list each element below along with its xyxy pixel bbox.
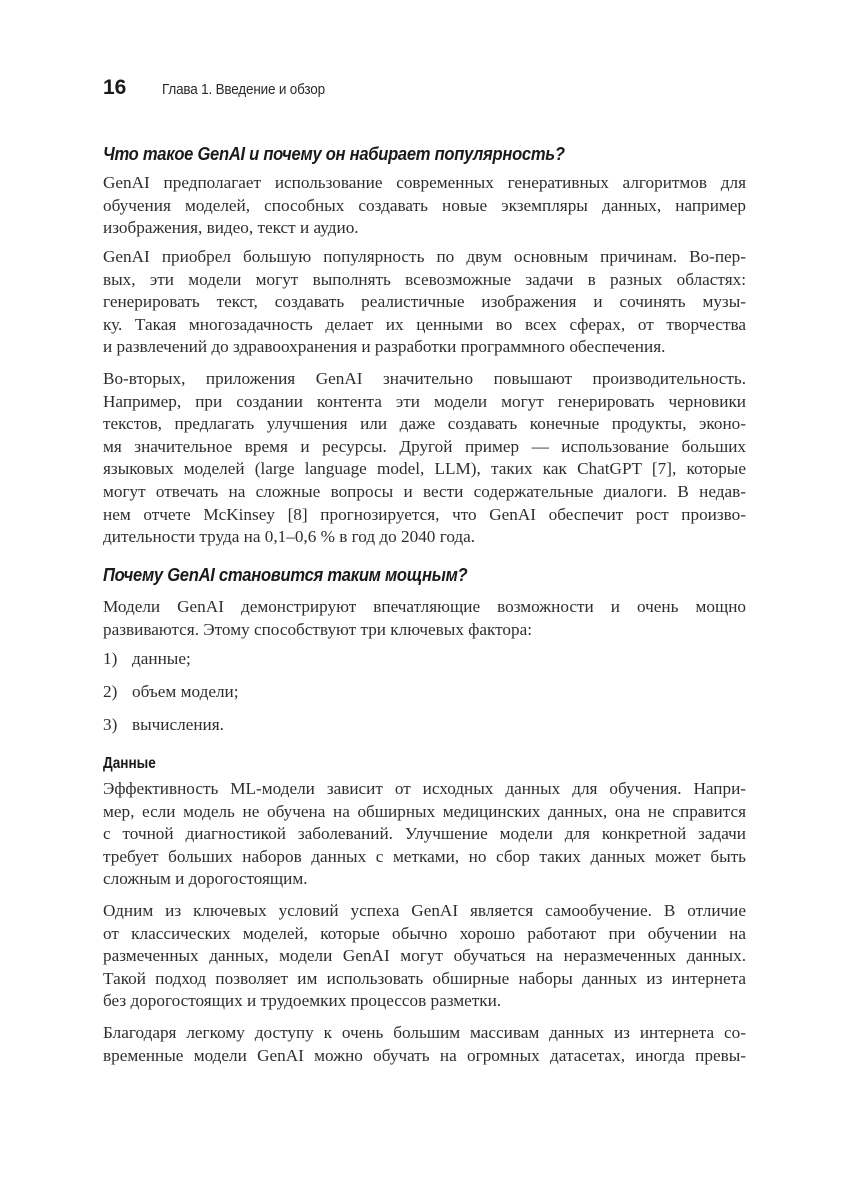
- list-item: [103, 682, 239, 715]
- text-line: сложным и дорогостоящим.: [103, 869, 308, 889]
- section-heading-what-is-genai: Что такое GenAI и почему он набирает популярность?: [103, 144, 565, 164]
- text-line: GenAI предполагает использование современных генеративных алгоритмов для: [103, 173, 746, 192]
- text-line: языковых моделей (large language model, LLM), таких как ChatGPT [7], которые: [103, 459, 746, 479]
- text-line: и развлечений до здравоохранения и разработки программного обеспечения.: [103, 337, 666, 357]
- text-line: текстов, предлагать улучшения или даже создавать конечные продукты, эконо-: [103, 414, 746, 434]
- paragraph: [103, 1022, 746, 1067]
- text-line: временные модели GenAI можно обучать на огромных датасетах, иногда превы-: [103, 1045, 746, 1065]
- key-factors-list: [103, 649, 239, 748]
- text-line: могут отвечать на сложные вопросы и вести содержательные диалоги. В недав-: [103, 481, 746, 501]
- page-number: 16: [103, 76, 127, 99]
- text-line: дительности труда на 0,1–0,6 % в год до 2040 года.: [103, 527, 476, 547]
- list-item: [103, 649, 239, 682]
- paragraph: [103, 900, 746, 1013]
- text-line: мя значительное время и ресурсы. Другой пример — использование больших: [103, 436, 746, 456]
- text-line: развиваются. Этому способствуют три ключевых фактора:: [103, 619, 532, 639]
- text-line: от классических моделей, которые обычно хорошо работают при обучении на: [103, 923, 746, 943]
- paragraph: [103, 246, 746, 359]
- text-line: размеченных данных, модели GenAI могут обучаться на неразмеченных данных.: [103, 946, 746, 966]
- text-line: Благодаря легкому доступу к очень большим массивам данных из интернета со-: [103, 1023, 746, 1042]
- section-heading-why-powerful: Почему GenAI становится таким мощным?: [103, 565, 468, 585]
- text-line: генерировать текст, создавать реалистичные изображения и сочинять музы-: [103, 292, 746, 312]
- paragraph: [103, 368, 746, 549]
- list-item: [103, 715, 239, 748]
- text-line: Эффективность ML-модели зависит от исходных данных для обучения. Напри-: [103, 779, 746, 798]
- running-head: [103, 76, 343, 100]
- list-item-text: данные;: [132, 649, 191, 668]
- subsection-heading-data: Данные: [103, 755, 156, 772]
- list-item-text: объем модели;: [132, 682, 239, 701]
- text-line: обучения моделей, способных создавать новые экземпляры данных, например: [103, 195, 746, 215]
- list-item-number: 3): [103, 715, 118, 734]
- text-line: Модели GenAI демонстрируют впечатляющие возможности и очень мощно: [103, 597, 746, 616]
- paragraph: [103, 172, 746, 240]
- list-item-number: 2): [103, 682, 118, 701]
- text-line: Одним из ключевых условий успеха GenAI является самообучение. В отличие: [103, 901, 746, 920]
- text-line: нем отчете McKinsey [8] прогнозируется, что GenAI обеспечит рост произво-: [103, 504, 746, 524]
- text-line: с точной диагностикой заболеваний. Улучшение модели для конкретной задачи: [103, 824, 746, 844]
- paragraph: [103, 596, 746, 641]
- text-line: GenAI приобрел большую популярность по двум основным причинам. Во-пер-: [103, 247, 746, 266]
- text-line: ку. Такая многозадачность делает их ценными во всех сферах, от творчества: [103, 314, 746, 334]
- text-line: вых, эти модели могут выполнять всевозможные задачи в разных областях:: [103, 269, 746, 289]
- text-line: Например, при создании контента эти модели могут генерировать черновики: [103, 391, 746, 411]
- chapter-title: Глава 1. Введение и обзор: [162, 81, 325, 98]
- text-line: мер, если модель не обучена на обширных медицинских данных, она не справится: [103, 801, 746, 821]
- text-line: требует больших наборов данных с метками, но сбор таких данных может быть: [103, 846, 746, 866]
- paragraph: [103, 778, 746, 891]
- list-item-number: 1): [103, 649, 118, 668]
- text-line: Такой подход позволяет им использовать обширные наборы данных из интернета: [103, 968, 746, 988]
- list-item-text: вычисления.: [132, 715, 224, 734]
- text-line: без дорогостоящих и трудоемких процессов разметки.: [103, 991, 502, 1011]
- text-line: Во-вторых, приложения GenAI значительно повышают производительность.: [103, 369, 746, 388]
- text-line: изображения, видео, текст и аудио.: [103, 218, 359, 238]
